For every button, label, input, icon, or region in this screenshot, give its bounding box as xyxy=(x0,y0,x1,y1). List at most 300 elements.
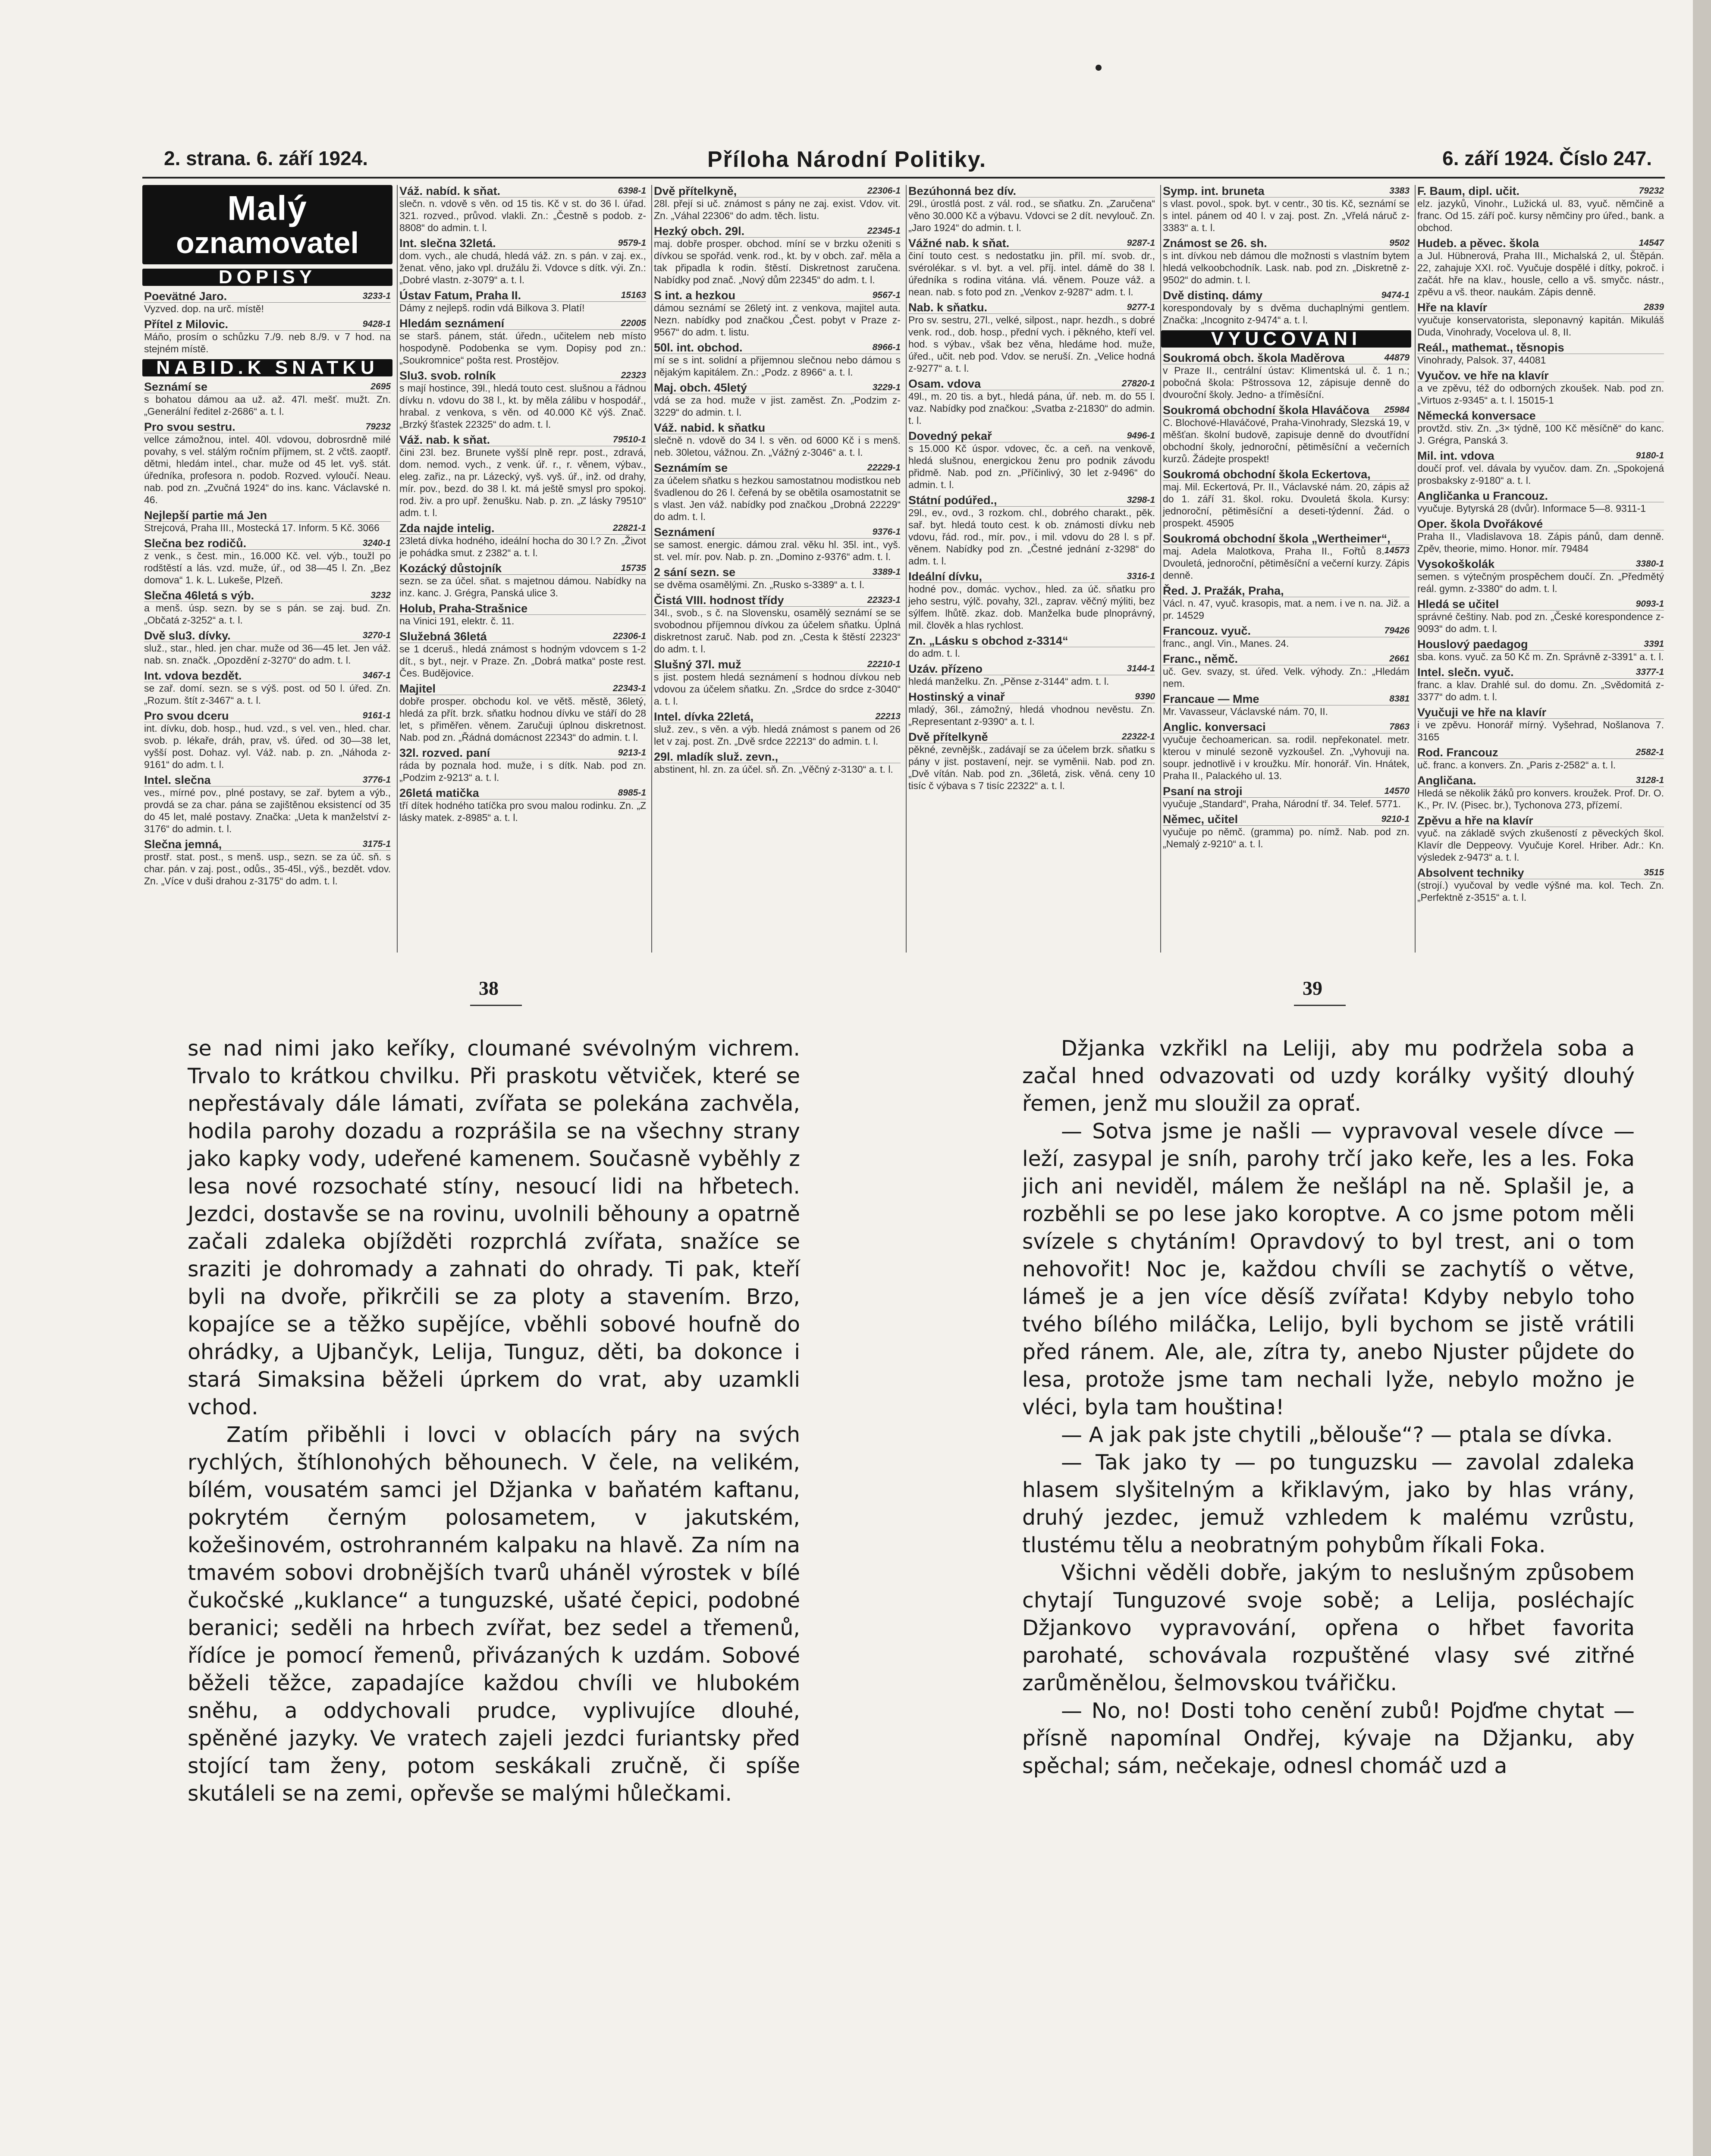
ad-code: 25984 xyxy=(1384,405,1410,415)
ad-heading: Mil. int. vdova 9180-1 xyxy=(1417,449,1664,462)
ad-heading: Houslový paedagog 3391 xyxy=(1417,638,1664,651)
ad-text: Pro sv. sestru, 27l., velké, silpost., napr. hezdh., s dobré venk. rod., dob. hosp., přední vych. i pěkného, kteří vel. hod. s výbav., však bez věna, hledáme hod. muže, úřed., učit. neb pod. Vdov. se neruší. Zn. „Velice hodná z-9277“ a. t. l. xyxy=(908,314,1155,374)
classified-ad xyxy=(399,370,646,430)
ad-text: dobře prosper. obchodu kol. ve větš. městě, 36letý, hledá za přít. brzk. sňatku hodnou dívku ve stáří do 28 let, s přiměřen. věnem. Zaručuji úplnou diskretnost. Nab. pod zn. „Řádná domácnost 22343“ do admin. t. l. xyxy=(399,696,646,743)
ad-text: ves., mírné pov., plné postavy, se zař. bytem a výb., provdá se za char. pána se zajištěnou eksistencí od 35 do 45 let, malé postavy. Značka: „Ueta k manželství z-3176“ do admin. t. l. xyxy=(144,787,391,834)
masthead-title-line-1: Malý xyxy=(227,189,308,227)
ad-heading: Vyučuji ve hře na klavír xyxy=(1417,706,1664,719)
ad-heading: Pro svou dceru 9161-1 xyxy=(144,709,391,722)
ad-code: 2695 xyxy=(370,382,391,392)
ad-text: dom. vych., ale chudá, hledá váž. zn. s pán. v zaj. ex., ženat. věno, jako vpl. družálu ži. Vdovce s dítk. výi. Zn.: „Dobré vlastn. z-3079“ a. t. l. xyxy=(399,250,646,285)
ad-text: na Vinici 191, elektr. č. 11. xyxy=(399,615,515,627)
ad-code: 9161-1 xyxy=(362,711,391,721)
classified-ad xyxy=(1163,289,1410,326)
ad-text: 34l., svob., s č. na Slovensku, osamělý seznámí se se svobodnou příjemnou dívkou za účelem sňatku. Úplná diskretnost zaruč. Nab. pod zn. „Cesta k štěstí 22323“ do adm. t. l. xyxy=(654,607,901,655)
ad-code: 9579-1 xyxy=(618,238,646,248)
ad-heading: Francaue — Mme 8381 xyxy=(1163,693,1410,705)
ad-code: 3467-1 xyxy=(362,671,391,680)
ad-heading: Psaní na stroji 14570 xyxy=(1163,785,1410,798)
ad-heading: Slečna 46letá s výb. 3232 xyxy=(144,589,391,602)
ad-heading: Intel. slečn. vyuč. 3377-1 xyxy=(1417,666,1664,679)
ad-text: slečn. n. vdově s věn. od 15 tis. Kč v st. do 36 l. úřad. 321. rozved., průvod. vlakli. Zn.: „Čestně s podob. z-8808“ do admin. t. l. xyxy=(399,198,646,233)
story-paragraph: — A jak pak jste chytili „bělouše“? — ptala se dívka. xyxy=(1061,1423,1613,1447)
ad-heading: 29l. mladík služ. zevn., xyxy=(654,751,901,763)
ad-heading: Seznámení 9376-1 xyxy=(654,526,901,539)
ad-heading: Poevätné Jaro. 3233-1 xyxy=(144,290,391,303)
ad-heading: Dvě přítelkyně, 22306-1 xyxy=(654,185,901,197)
classified-ad xyxy=(1417,867,1664,903)
ad-code: 7863 xyxy=(1389,722,1410,732)
ad-heading: Slušný 37l. muž 22210-1 xyxy=(654,658,901,671)
ad-heading: Ideální dívku, 3316-1 xyxy=(908,570,1155,583)
classified-ad xyxy=(399,683,646,743)
ad-heading: Hudeb. a pěvec. škola 14547 xyxy=(1417,237,1664,250)
classified-ad xyxy=(1163,404,1410,465)
ad-code: 22323-1 xyxy=(867,595,901,605)
classified-ad xyxy=(399,434,646,519)
ad-text: abstinent, hl. zn. za účel. sň. Zn. „Věčný z-3130“ a. t. l. xyxy=(654,764,893,775)
ad-code: 3515 xyxy=(1644,868,1664,877)
ad-heading: Řed. J. Pražák, Praha, xyxy=(1163,585,1410,597)
ad-heading: Intel. dívka 22letá, 22213 xyxy=(654,710,901,723)
ad-code: 22229-1 xyxy=(867,463,901,473)
ad-code: 9180-1 xyxy=(1636,451,1664,461)
ad-code: 3377-1 xyxy=(1636,667,1664,677)
ad-text: doučí prof. vel. dávala by vyučov. dam. Zn. „Spokojená prosbaksky z-9180“ a. t. l. xyxy=(1417,463,1664,486)
ad-heading: Dvě slu3. dívky. 3270-1 xyxy=(144,629,391,642)
ad-text: i ve zpěvu. Honorář mírný. Vyšehrad, Nošlanova 7. 3165 xyxy=(1417,719,1664,743)
masthead-title-line-2: oznamovatel xyxy=(176,226,359,260)
classified-ad xyxy=(654,185,901,222)
classified-ad xyxy=(908,663,1155,687)
ad-heading: 26letá matička 8985-1 xyxy=(399,787,646,799)
ad-code: 15163 xyxy=(621,290,646,300)
ad-column-2 xyxy=(397,185,648,953)
ad-code: 3240-1 xyxy=(362,538,391,548)
ad-text: maj. Mil. Eckertová, Pr. II., Václavské nám. 20, zápis až do 1. září 31. škol. roku. Dvouletá škola. Kursy: jednoroční, pětiměsíční a deseti-týdenní. Žád. o prospekt. 45905 xyxy=(1163,481,1410,529)
page-number-right: 39 xyxy=(1303,977,1322,999)
classified-ad xyxy=(654,751,901,775)
ad-text: s mají hostince, 39l., hledá touto cest. slušnou a řádnou dívku n. vdovu do 38 l., kt. by měla zálibu v hospodář., hrabal. z venkova, s věn. od 40.000 Kč výš. Znač. „Brzký šťastek 22325“ do adm. t. l. xyxy=(399,382,646,430)
classified-ad xyxy=(144,381,391,417)
ad-heading: Majitel 22343-1 xyxy=(399,682,646,695)
ad-heading: Hledám seznámení 22005 xyxy=(399,317,646,330)
ad-code: 8966-1 xyxy=(872,342,901,352)
ad-text: (strojí.) vyučoval by vedle výšné ma. kol. Tech. Zn. „Perfektně z-3515“ a. t. l. xyxy=(1417,880,1664,903)
ad-heading: Vysokoškolák 3380-1 xyxy=(1417,558,1664,570)
classified-ad xyxy=(1417,558,1664,595)
section-banner: VYUCOVANI xyxy=(1161,330,1411,348)
ad-text: Mr. Vavasseur, Václavské nám. 70, II. xyxy=(1163,706,1328,717)
ad-code: 9376-1 xyxy=(872,527,901,537)
classified-ad xyxy=(1417,774,1664,811)
classified-ads-page xyxy=(142,177,1665,955)
ad-heading: Slečna bez rodičů. 3240-1 xyxy=(144,537,391,550)
ad-code: 14547 xyxy=(1639,238,1664,248)
ad-code: 3298-1 xyxy=(1127,495,1155,505)
story-paragraph: — No, no! Dosti toho cenění zubů! Pojďme chytat — přísně napomínal Ondřej, kývaje na Džjanku, aby spěchal; sám, nečekaje, odnesl chomáč uzd a xyxy=(1022,1698,1635,1778)
ad-code: 3128-1 xyxy=(1636,775,1664,785)
classified-ad xyxy=(1163,721,1410,782)
classified-ad xyxy=(1417,237,1664,298)
ad-heading: Dvě přítelkyně 22322-1 xyxy=(908,730,1155,743)
ad-text: čini 23l. bez. Brunete vyšší plně repr. post., zdravá, dom. nemod. vych., z venk. úř. r., r. věnem, výbav., eleg. zařiz., na pr. Lázecký, vyš. vyš. úř., inž. od drahy, mír. pov., bezd. do 38 l. kt. má ještě smysl pro spokoj. rod. živ. a pro upř. ženušku. Nab. p. zn. „Z lásky 79510“ adm. t. l. xyxy=(399,447,646,518)
ad-text: maj. dobře prosper. obchod. míní se v brzku oženiti s dívkou se spořád. venk. rod., kt. by v obch. zař. měla a tak připadla k rodin. štěstí. Diskretnost zaručena. Nabídky pod znač. „Nový dům 22345“ do adm. t. l. xyxy=(654,238,901,285)
ad-code: 6398-1 xyxy=(618,186,646,196)
running-head xyxy=(164,147,1652,177)
classified-ad xyxy=(144,421,391,506)
ad-code: 27820-1 xyxy=(1121,379,1155,389)
classified-ad xyxy=(1417,638,1664,663)
ad-code: 79232 xyxy=(365,422,391,432)
story-column-right xyxy=(1022,1035,1635,1780)
ad-heading: Hledá se učitel 9093-1 xyxy=(1417,598,1664,611)
ad-heading: Zpěvu a hře na klavír xyxy=(1417,815,1664,827)
classified-ad xyxy=(654,658,901,707)
ad-text: sezn. se za účel. sňat. s majetnou dámou. Nabídky na inz. kanc. J. Grégra, Panská ulice 3. xyxy=(399,575,646,599)
ad-text: Vinohrady, Palsok. 37, 44081 xyxy=(1417,354,1546,366)
ad-heading: Uzáv. přízeno 3144-1 xyxy=(908,662,1155,675)
ad-text: franc. a klav. Drahlé sul. do domu. Zn. „Svědomitá z-3377“ do adm. t. l. xyxy=(1417,679,1664,702)
classified-ad xyxy=(654,462,901,523)
ad-heading: F. Baum, dipl. učit. 79232 xyxy=(1417,185,1664,197)
ad-text: C. Blochové-Hlaváčové, Praha-Vinohrady, Slezská 19, v měšťan. školní budově, zapisuje denně do dvoutřídní obchodní školy, jednoroční, pětiměsíční a večerních kurzů. Žádejte prospekt! xyxy=(1163,417,1410,464)
ad-text: 28l. přejí si uč. známost s pány ne zaj. exist. Vdov. vit. Zn. „Váhal 22306“ do adm. těch. listu. xyxy=(654,198,901,221)
classified-ad xyxy=(144,774,391,835)
ad-text: int. dívku, dob. hosp., hud. vzd., s vel. ven., hled. char. svob. p. lékaře, dráh, prav, vš. úřed. od 30—38 let, vyšší post. Dohaz. vyl. Váž. nab. p. zn. „Náhoda z-9161“ do adm. t. l. xyxy=(144,723,391,770)
ad-text: s vlast. povol., spok. byt. v centr., 30 tis. Kč, seznámí se s intel. pánem od 40 l. v zaj. post. Zn. „Vřelá náruč z-3383“ a. t. l. xyxy=(1163,198,1410,233)
ad-code: 9390 xyxy=(1135,692,1155,702)
classified-ad xyxy=(1163,693,1410,718)
ad-heading: Slečna jemná, 3175-1 xyxy=(144,838,391,851)
classified-ad xyxy=(399,289,646,314)
ad-heading: Maj. obch. 45letý 3229-1 xyxy=(654,381,901,394)
ad-text: vyučuje po němč. (gramma) po. nímž. Nab. pod zn. „Nemalý z-9210“ a. t. l. xyxy=(1163,826,1410,849)
ad-text: s int. dívkou neb dámou dle možnosti s vlastním bytem hledá velkoobchodník. Lask. nab. pod zn. „Diskretně z-9502“ do admin. t. l. xyxy=(1163,250,1410,285)
running-head-left: 2. strana. 6. září 1924. xyxy=(164,147,368,169)
ad-code: 79426 xyxy=(1384,626,1410,636)
ad-code: 79232 xyxy=(1639,186,1664,196)
ad-column-3 xyxy=(651,185,902,953)
classified-ad xyxy=(1417,342,1664,366)
classified-ad xyxy=(399,787,646,824)
ad-text: franc., angl. Vin., Manes. 24. xyxy=(1163,638,1289,649)
ad-code: 22323 xyxy=(621,370,646,380)
masthead-box xyxy=(142,185,392,264)
ad-text: Praha II., Vladislavova 18. Zápis pánů, dam denně. Zpěv, theorie, mimo. Honor. mír. 79484 xyxy=(1417,531,1664,554)
classified-ad xyxy=(1163,237,1410,286)
ad-code: 3232 xyxy=(370,590,391,600)
ad-heading: Pro svou sestru. 79232 xyxy=(144,420,391,433)
classified-ad xyxy=(1417,450,1664,486)
ad-heading: Váž. nab. k sňat. 79510-1 xyxy=(399,433,646,446)
ad-code: 3380-1 xyxy=(1636,559,1664,569)
ad-code: 3316-1 xyxy=(1127,571,1155,581)
story-paragraph: — Tak jako ty — po tunguzsku — zavolal zdaleka hlasem slyšitelným a křiklavým, jako by hlas vrány, druhý jezdec, jemuž vzhledem k malému vzrůstu, tlustému tělu a neobratným pohybům říkali Foka. xyxy=(1022,1450,1635,1557)
section-banner: NABID.K SNATKU xyxy=(142,359,392,376)
classified-ad xyxy=(1417,598,1664,635)
classified-ad xyxy=(1417,815,1664,863)
ad-text: uč. Gev. svazy, st. úřed. Velk. výhody. Zn.: „Hledám nem. xyxy=(1163,666,1410,689)
classified-ad xyxy=(144,589,391,626)
ad-text: Václ. n. 47, vyuč. krasopis, mat. a nem. i ve n. na. Již. a pr. 14529 xyxy=(1163,598,1410,621)
running-head-title: Příloha Národní Politiky. xyxy=(707,147,987,172)
ad-code: 3776-1 xyxy=(362,775,391,785)
ad-code: 2839 xyxy=(1644,302,1664,312)
ad-heading: Státní podúřed., 3298-1 xyxy=(908,494,1155,507)
classified-ad xyxy=(1163,585,1410,621)
ad-heading: Reál., mathemat., těsnopis xyxy=(1417,342,1664,354)
ad-heading: Angličana. 3128-1 xyxy=(1417,774,1664,787)
classified-ad xyxy=(399,185,646,234)
ad-text: s 15.000 Kč úspor. vdovec, čc. a ceň. na venkově, hledá slušnou, energickou ženu pro podnik závodu přidmě. Nab. pod zn. „Příčinlivý, 30 let z-9496“ do admin. t. l. xyxy=(908,443,1155,490)
ad-text: se dvěma osamělými. Zn. „Rusko s-3389“ a. t. l. xyxy=(654,579,865,590)
ad-text: vyuč. na základě svých zkušeností z pěveckých škol. Klavír dle Deppeovy. Vyučuje Korel. Hriber. Adr.: Kn. výsledek z-9473“ a. t. l. xyxy=(1417,827,1664,863)
ad-text: hodné pov., domác. vychov., hled. za úč. sňatku pro jeho sestru, výlč. povahy, 32l., zaprav. věčný mýliti, bez sýlfem. lhůtě. zkaz. dob. Manželka bude plnoprávný, mil. člověk a hlas rychlost. xyxy=(908,583,1155,631)
classified-ad xyxy=(654,382,901,418)
ad-text: mí se s int. solidní a přijemnou slečnou nebo dámou s nějakým kapitálem. Zn.: „Podz. z 8966“ a. t. l. xyxy=(654,354,901,378)
ad-text: a Jul. Hübnerová, Praha III., Michalská 2, ul. Štěpán. 22, zahajuje XXI. roč. Vyučuje dospělé i dítky, pokroč. i začát. hře na klav., housle, cello a vš. smyčc. nástr., zpěvu a vš. theor. naukám. Zápis denně. xyxy=(1417,250,1664,298)
classified-ad xyxy=(144,509,391,534)
ad-heading: Služebná 36letá 22306-1 xyxy=(399,630,646,643)
ad-text: Máňo, prosím o schůzku 7./9. neb 8./9. v 7 hod. na stejném místě. xyxy=(144,331,391,354)
ad-heading: Hezký obch. 29l. 22345-1 xyxy=(654,225,901,238)
classified-ad xyxy=(1417,706,1664,743)
ad-heading: Dovedný pekař 9496-1 xyxy=(908,429,1155,442)
ad-text: vyučuje konservatorista, sleponavný kapitán. Mikuláš Duda, Vinohrady, Vocelova ul. 8, II. xyxy=(1417,314,1664,338)
ad-text: dámou seznámí se 26letý int. z venkova, majitel auta. Nezn. nabídky pod značkou „Čest. pobyt v Praze z-9567“ do adm. t. listu. xyxy=(654,302,901,338)
ad-heading: Soukromá obchodní škola Hlaváčova 25984 xyxy=(1163,404,1410,417)
ad-heading: Bezúhonná bez dív. xyxy=(908,185,1155,197)
ad-heading: Oper. škola Dvořákové xyxy=(1417,518,1664,530)
classified-ad xyxy=(399,630,646,679)
classified-ad xyxy=(908,430,1155,491)
classified-ad xyxy=(1417,370,1664,406)
ad-text: korespondovaly by s dvěma duchaplnými gentlem. Značka: „Incognito z-9474“ a. t. l. xyxy=(1163,302,1410,326)
classified-ad xyxy=(1417,410,1664,446)
classified-ad xyxy=(1163,468,1410,529)
classified-ad xyxy=(144,318,391,355)
classified-ad xyxy=(908,731,1155,792)
ad-heading: Absolvent techniky 3515 xyxy=(1417,866,1664,879)
ad-heading: Intel. slečna 3776-1 xyxy=(144,774,391,787)
ad-heading: Hostinský a vinař 9390 xyxy=(908,690,1155,703)
ad-text: v Praze II., centrální ústav: Klimentská ul. č. 1 n.; pobočná škola: Pštrossova 12, zápisuje denně do dvouroční školy. Jedno- a tříměsíční. xyxy=(1163,365,1410,400)
ad-text: provtžd. stiv. Zn. „3× týdně, 100 Kč měsíčně“ do kanc. J. Grégra, Panská 3. xyxy=(1417,423,1664,446)
ad-code: 3144-1 xyxy=(1127,664,1155,674)
ad-code: 3389-1 xyxy=(872,567,901,577)
classified-ad xyxy=(399,317,646,366)
ad-code: 9567-1 xyxy=(872,290,901,300)
story-paragraph: — Sotva jsme je našli — vypravoval vesele dívce — leží, zasypal je sníh, parohy trčí jako keře, les a les. Foka jich ani neviděl, málem že nešlápl na ně. Splašil je, a rozběhli se po lese jako koroptve. A co jsme potom měli svízele s chytáním! Opravdový to byl trest, ani o tom nehovořit! Noc je, každou chvíli se zachytíš o větve, lámeš je a jen více děsíš zvířata! Kdyby nebylo toho tvého bílého miláčka, Lelijo, byli bychom se jistě vrátili před ránem. Ale, ale, zítra ty, anebo Njuster půjdete do lesa, protože jsme tam nechali lyže, nebylo možno je vléci, byla tam houština! xyxy=(1022,1119,1635,1420)
story-paragraph: Zatím přiběhli i lovci v oblacích páry na svých rychlých, štíhlonohých běhounech. V čele, na velikém, bílém, vousatém samci jel Džjanka v baňatém kaftanu, pokrytém černým polosametem, v jakutském, kožešinovém, ostrohranném kalpaku na hlavě. Za ním na tmavém sobovi drobnějších tvarů uháněl výrostek v bílé čukočské „kuklance“ a tunguzské, ušaté čepici, podobné beranici; seděli na hrbech zvířat, bez sedel a třemenů, řídíce je pomocí řemenů, přivázaných k uzdám. Sobové běželi těžce, zapadajíce každou chvíli ve hlubokém sněhu, a oddychovali prudce, vyplivujíce dlouhé, spěněné jazyky. Ve vratech zajeli jezdci furiantsky před stojící tam ženy, potom seskákali zručně, či spíše skutáleli se na zemi, opřevše se malými hůlečkami. xyxy=(188,1423,800,1806)
ad-text: prostř. stat. post., s menš. usp., sezn. se za úč. sň. s char. pán. v zaj. post., odůs., 35-45l., výš., bezdět. vdov. Zn. „Více v duši drahou z-3175“ do adm. t. l. xyxy=(144,851,391,887)
ad-heading: Vyučov. ve hře na klavír xyxy=(1417,370,1664,382)
ad-heading: Francouz. vyuč. 79426 xyxy=(1163,624,1410,637)
story-paragraph: se nad nimi jako keříky, cloumané svévolným vichrem. Trvalo to krátkou chvilku. Při praskotu větviček, které se nepřestávaly dále lámati, zvířata se polekána zachvěla, hodila parohy dozadu a rozprášila se na všechny strany jako kapky vody, udeřené kamenem. Současně vyběhly z lesa nové rozsochaté stíny, nesoucí lidi na hřbetech. Jezdci, dostavše se na rovinu, uvolnili běhouny a opatrně začali zdaleka objížděti rozprchlá zvířata, snažíce se sraziti je dohromady a zahnati do ohrady. Ti pak, kteří byli na dvoře, přikrčili se za ploty a stavením. Brzo, kopajíce se a těžko supějíce, vběhli sobové houfně do ohrádky, a Ujbančyk, Lelija, Tunguz, děti, ba dokonce i stará Simaksina běželi úprkem do vrat, aby uzamkli vchod. xyxy=(188,1036,800,1420)
ad-text: se 1 dceruš., hledá známost s hodným vdovcem s 1-2 dít., s byt., nejr. v Praze. Zn. „Dobrá matka“ poste rest. Čes. Budějovice. xyxy=(399,643,646,679)
ad-code: 3229-1 xyxy=(872,382,901,392)
ad-heading: Nejlepší partie má Jen xyxy=(144,509,391,522)
classified-ad xyxy=(399,562,646,599)
ad-heading: Seznámím se 22229-1 xyxy=(654,461,901,474)
ad-text: s bohatou dámou aa už. až. 47l. mešť. mužt. Zn. „Generální ředitel z-2686“ a. t. l. xyxy=(144,394,391,417)
ad-text: činí touto cest. s nedostatku jin. příl. mí. svob. dr., svérolékar. s vl. byt. a vel. příj. intel. dámě do 38 l. úředníka s rodina vitána. vlá. věnem. Pouze váž. a nean. nab. s foto pod zn. „Venkov z-9287“ adm. t. l. xyxy=(908,250,1155,298)
ad-code: 8985-1 xyxy=(618,788,646,798)
ad-code: 9277-1 xyxy=(1127,302,1155,312)
classified-ad xyxy=(1417,185,1664,234)
ad-heading: Vážné nab. k sňat. 9287-1 xyxy=(908,237,1155,250)
ad-code: 3175-1 xyxy=(362,839,391,849)
ad-heading: Němec, učitel 9210-1 xyxy=(1163,813,1410,826)
ad-heading: Zn. „Lásku s obchod z-3314“ xyxy=(908,635,1155,647)
ad-code: 22210-1 xyxy=(867,659,901,669)
classified-ad xyxy=(908,185,1155,234)
classified-ad xyxy=(908,301,1155,374)
ad-heading: Přítel z Milovic. 9428-1 xyxy=(144,318,391,331)
classified-ad xyxy=(654,711,901,747)
ad-text: vdá se za hod. muže v jist. zaměst. Zn. „Podzim z-3229“ do admin. t. l. xyxy=(654,395,901,418)
story-paragraph: Džjanka vzkřikl na Leliji, aby mu podržela soba a začal hned odvazovati od uzdy korálky vyšitý dlouhý řemen, jenž mu sloužil za oprať. xyxy=(1022,1036,1635,1116)
ad-code: 22213 xyxy=(875,711,901,721)
ad-column-6 xyxy=(1415,185,1666,953)
ad-text: správné češtiny. Nab. pod zn. „České korespondence z-9093“ do adm. t. l. xyxy=(1417,611,1664,634)
classified-ad xyxy=(1163,352,1410,401)
ad-heading: Rod. Francouz 2582-1 xyxy=(1417,746,1664,759)
ad-code: 3270-1 xyxy=(362,630,391,640)
ad-text: služ., star., hled. jen char. muže od 36—45 let. Jen váž. nab. sn. značk. „Opozdění z-3270“ do adm. t. l. xyxy=(144,642,391,666)
ad-code: 9213-1 xyxy=(618,748,646,758)
ad-text: Dámy z nejlepš. rodin vdá Bilkova 3. Platí! xyxy=(399,302,585,313)
ad-code: 9093-1 xyxy=(1636,599,1664,609)
ad-heading: Seznámí se 2695 xyxy=(144,380,391,393)
ad-code: 22322-1 xyxy=(1121,732,1155,742)
classified-ad xyxy=(908,237,1155,298)
ad-text: z venk., s čest. min., 16.000 Kč. vel. výb., toužl po rodštěstí a lás. vzd. muže, úř., od 38—45 l. Zn. „Bez domova“ 1. k. L. Lukeše, Plzeň. xyxy=(144,550,391,586)
classified-ad xyxy=(1417,746,1664,771)
classified-ad xyxy=(908,570,1155,631)
ad-code: 15735 xyxy=(621,563,646,573)
ad-text: se starš. pánem, stát. úředn., učitelem neb místo hospodyně. Podobenka se vym. Dopisy pod zn.: „Soukromnice“ pošta rest. Prostějov. xyxy=(399,330,646,366)
classified-ad xyxy=(1417,518,1664,555)
ad-heading: Soukromá obch. škola Maděrova 44879 xyxy=(1163,351,1410,364)
ad-text: Hledá se několik žáků pro konvers. kroužek. Prof. Dr. O. K., Pr. IV. (Pisec. br.), Tychonova 273, přízemí. xyxy=(1417,787,1664,811)
ad-heading: 2 sání sezn. se 3389-1 xyxy=(654,566,901,579)
ad-code: 22005 xyxy=(621,318,646,328)
ad-code: 9474-1 xyxy=(1381,290,1410,300)
ad-code: 3391 xyxy=(1644,639,1664,649)
ad-text: s jist. postem hledá seznámení s hodnou dívkou neb vdovou za účelem sňatku. Zn. „Srdce do srdce z-3040“ a. t. l. xyxy=(654,671,901,707)
classified-ad xyxy=(144,290,391,315)
ad-heading: Hře na klavír 2839 xyxy=(1417,301,1664,314)
ad-text: a menš. úsp. sezn. by se s pán. se zaj. bud. Zn. „Občatá z-3252“ a. t. l. xyxy=(144,602,391,626)
ad-text: služ. zev., s věn. a výb. hledá známost s panem od 26 let v zaj. post. Zn. „Dvě srdce 22213“ do admin. t. l. xyxy=(654,724,901,747)
ad-text: 29l., úrostlá post. z vál. rod., se sňatku. Zn. „Zaručena“ věno 30.000 Kč a výbavu. Vdovci se 2 dít. nevylouč. Zn. „Jaro 1924“ do admin. t. l. xyxy=(908,198,1155,233)
ad-text: ráda by poznala hod. muže, i s dítk. Nab. pod zn. „Podzim z-9213“ a. t. l. xyxy=(399,760,646,783)
classified-ad xyxy=(1163,653,1410,689)
ad-text: vellce zámožnou, intel. 40l. vdovou, dobrosrdně milé povahy, s vel. stálým ročním příjmem, st. 2 včtš. zaoptř. dětmi, hledám intel., char. muže od 45 let. vyš. stát. úředníka, profesora n. podob. Rozved. vyloučí. Neau. nab. pod zn. „Zvučná 1924“ do ins. kanc. Václavské n. 46. xyxy=(144,434,391,505)
ad-code: 2582-1 xyxy=(1636,747,1664,757)
ad-heading: Ústav Fatum, Praha II. 15163 xyxy=(399,289,646,302)
ad-code: 14573 xyxy=(1384,545,1410,555)
classified-ad xyxy=(908,494,1155,567)
ad-text: 49l., m. 20 tis. a byt., hledá pána, úř. neb. m. do 55 l. vaz. Nabídky pod značkou: „Svatba z-21830“ do admin. t. l. xyxy=(908,391,1155,426)
ad-code: 22821-1 xyxy=(612,523,646,533)
ad-heading: Váž. nabid. k sňatku xyxy=(654,422,901,434)
ad-heading: Holub, Praha-Strašnice xyxy=(399,602,646,615)
ad-heading: Soukromá obchodní škola Eckertova, xyxy=(1163,468,1410,481)
ad-text: tří dítek hodného tatíčka pro svou malou rodinku. Zn. „Z lásky matek. z-8985“ a. t. l. xyxy=(399,800,646,823)
classified-ad xyxy=(144,710,391,771)
ad-heading: Angličanka u Francouz. xyxy=(1417,490,1664,502)
page-number-left: 38 xyxy=(479,977,499,999)
classified-ad xyxy=(654,289,901,338)
classified-ad xyxy=(1417,666,1664,703)
ad-code: 79510-1 xyxy=(612,435,646,445)
classified-ad xyxy=(144,670,391,706)
ad-text: se zař. domí. sezn. se s výš. post. od 50 l. úřed. Zn. „Rozum. štít z-3467“ a. t. l. xyxy=(144,683,391,706)
ad-heading: Čistá VIII. hodnost třídy 22323-1 xyxy=(654,594,901,607)
classified-ad xyxy=(144,838,391,887)
ad-text: sba. kons. vyuč. za 50 Kč m. Zn. Správně z-3391“ a. t. l. xyxy=(1417,651,1664,662)
ad-text: uč. franc. a konvers. Zn. „Paris z-2582“ a. t. l. xyxy=(1417,759,1616,771)
classified-ad xyxy=(399,602,646,627)
ad-code: 2661 xyxy=(1389,654,1410,664)
ad-column-1 xyxy=(142,185,392,953)
classified-ad xyxy=(908,691,1155,727)
classified-ad xyxy=(654,566,901,591)
ad-heading: Slu3. svob. rolník 22323 xyxy=(399,369,646,382)
ad-heading: 32l. rozved. paní 9213-1 xyxy=(399,746,646,759)
ad-code: 9287-1 xyxy=(1127,238,1155,248)
ad-code: 9210-1 xyxy=(1381,814,1410,824)
ad-heading: Osam. vdova 27820-1 xyxy=(908,377,1155,390)
ad-code: 22345-1 xyxy=(867,226,901,236)
ad-code: 22343-1 xyxy=(612,683,646,693)
ad-heading: Dvě distinq. dámy 9474-1 xyxy=(1163,289,1410,302)
ad-text: vyučuje čechoamerican. sa. rodil. nepřekonatel. metr. kterou v minulé sezoně vyzkoušel. Zn. „Vyhovuji na. soupr. jednotlivě i v kroužku. Mír. honorář. Vin. Hnátek, Praha II., Palackého ul. 13. xyxy=(1163,734,1410,781)
ad-text: mladý, 36l., zámožný, hledá vhodnou nevěstu. Zn. „Representant z-9390“ a. t. l. xyxy=(908,704,1155,727)
ad-heading: Anglic. konversaci 7863 xyxy=(1163,721,1410,733)
ad-code: 9502 xyxy=(1389,238,1410,248)
ad-code: 9496-1 xyxy=(1127,431,1155,441)
ad-heading: Int. slečna 32letá. 9579-1 xyxy=(399,237,646,250)
story-paragraph: Všichni věděli dobře, jakým to neslušným způsobem chytají Tunguzové svoje sobě; a Lelija, posléchajíc Džjankovo vypravování, opřena o hřbet favorita parohaté, schovávala rozpuštěné vlasy své zitřné zarůměnělou, šelmovskou tvářičku. xyxy=(1022,1561,1635,1695)
ad-heading: Zda najde intelig. 22821-1 xyxy=(399,522,646,535)
running-head-right: 6. září 1924. Číslo 247. xyxy=(1442,147,1652,169)
classified-ad xyxy=(144,630,391,666)
story-column-left xyxy=(188,1035,800,1808)
ad-heading: 50l. int. obchod. 8966-1 xyxy=(654,341,901,354)
ad-text: Strejcová, Praha III., Mostecká 17. Inform. 5 Kč. 3066 xyxy=(144,522,380,533)
ad-heading: Kozácký důstojník 15735 xyxy=(399,562,646,575)
ad-text: se samost. energic. dámou zral. věku hl. 35l. int., vyš. st. vel. mír. pov. Nab. p. zn. „Domino z-9376“ adm. t. l. xyxy=(654,539,901,562)
ad-text: slečně n. vdově do 34 l. s věn. od 6000 Kč i s menš. neb. 30letou, vážnou. Zn. „Vážný z-3046“ a. t. l. xyxy=(654,435,901,458)
ad-heading: Int. vdova bezdět. 3467-1 xyxy=(144,669,391,682)
classified-ad xyxy=(1163,785,1410,810)
ad-heading: Soukromá obchodní škola „Wertheimer“, 14573 xyxy=(1163,533,1410,545)
ad-heading: Nab. k sňatku. 9277-1 xyxy=(908,301,1155,314)
ad-text: 29l., ev., ovd., 3 rozkom. chl., dobrého charakt., pěk. sař. byt. hledá touto cest. k ob. známosti dívku neb vdovu, řád. rod., mír. pov., i mil. vdovu do 28 l. s př. věnem. Nabídky pod zn. „Čestné jednání z-3298“ do adm. t. l. xyxy=(908,507,1155,567)
classified-ad xyxy=(654,526,901,563)
ad-column-5 xyxy=(1160,185,1411,953)
classified-ad xyxy=(1163,533,1410,581)
ad-heading: Váž. nabíd. k sňat. 6398-1 xyxy=(399,185,646,197)
ad-heading: Symp. int. bruneta 3383 xyxy=(1163,185,1410,197)
classified-ad xyxy=(654,342,901,378)
ad-code: 3383 xyxy=(1389,186,1410,196)
classified-ad xyxy=(399,747,646,783)
